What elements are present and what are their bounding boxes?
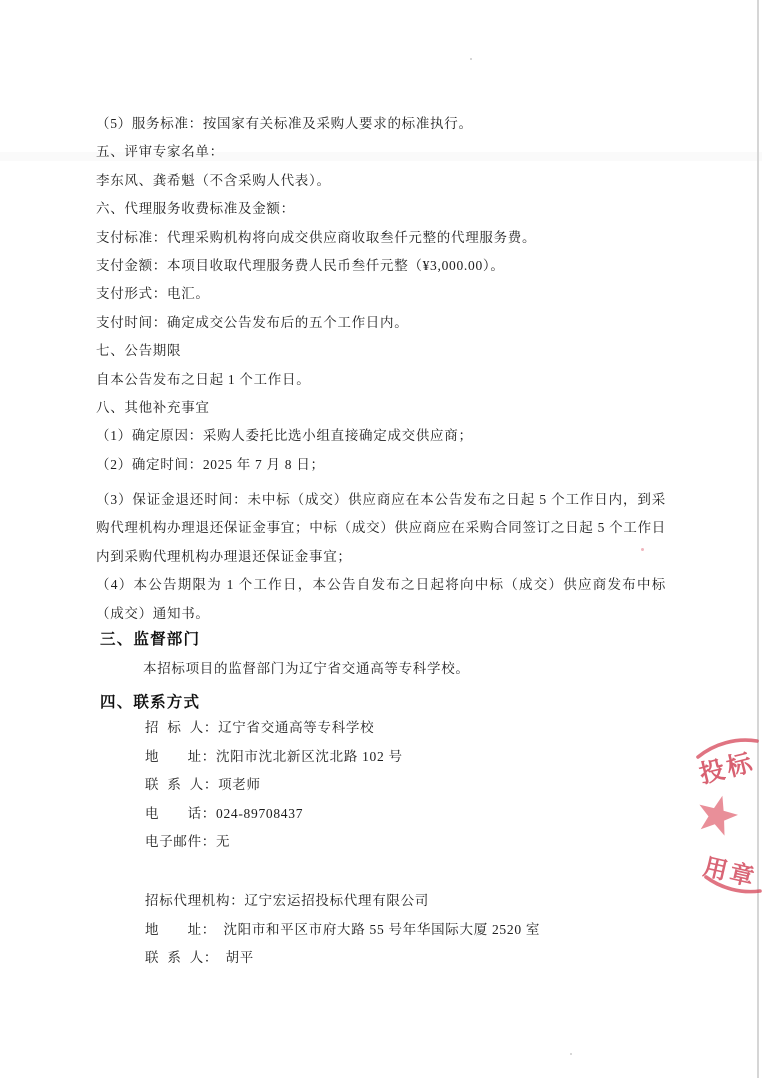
payment-amount: 支付金额：本项目收取代理服务费人民币叁仟元整（¥3,000.00）。	[96, 257, 505, 273]
payment-time: 支付时间：确定成交公告发布后的五个工作日内。	[96, 314, 409, 330]
payment-form: 支付形式：电汇。	[96, 286, 210, 302]
item-determine-reason: （1）确定原因：采购人委托比选小组直接确定成交供应商；	[96, 428, 473, 444]
contact-address-tenderer: 地 址：沈阳市沈北新区沈北路 102 号	[145, 748, 403, 764]
item-notice-line1: （4）本公告期限为 1 个工作日，本公告自发布之日起将向中标（成交）供应商发布中标	[96, 577, 666, 593]
contact-person-agency: 联 系 人： 胡平	[145, 950, 254, 966]
bid-seal	[660, 728, 762, 900]
seal-star-icon	[699, 796, 738, 836]
contact-agency: 招标代理机构：辽宁宏运招投标代理有限公司	[145, 893, 429, 909]
supervision-dept-text: 本招标项目的监督部门为辽宁省交通高等专科学校。	[143, 661, 470, 677]
line-service-standard: （5）服务标准：按国家有关标准及采购人要求的标准执行。	[96, 116, 473, 131]
heading-agency-fee: 六、代理服务收费标准及金额：	[96, 201, 295, 217]
seal-bottom-text: 用章	[700, 854, 760, 892]
contact-person-tenderer: 联 系 人：项老师	[145, 777, 261, 793]
heading-contact-info: 四、联系方式	[100, 694, 201, 712]
heading-supervision-dept: 三、监督部门	[100, 631, 201, 649]
payment-standard: 支付标准：代理采购机构将向成交供应商收取叁仟元整的代理服务费。	[96, 229, 537, 245]
contact-tenderer: 招 标 人：辽宁省交通高等专科学校	[145, 720, 375, 736]
expert-names: 李东风、龚希魁（不含采购人代表）。	[96, 172, 331, 188]
announcement-period-text: 自本公告发布之日起 1 个工作日。	[96, 371, 311, 387]
document-body	[96, 110, 666, 973]
item-deposit-refund-line1: （3）保证金退还时间：未中标（成交）供应商应在本公告发布之日起 5 个工作日内，到采	[96, 492, 666, 508]
seal-top-text: 投标	[696, 749, 758, 789]
contact-address-agency: 地 址： 沈阳市和平区市府大路 55 号年华国际大厦 2520 室	[145, 921, 541, 937]
heading-other-matters: 八、其他补充事宜	[96, 399, 210, 415]
scan-speck	[470, 58, 472, 60]
heading-announcement-period: 七、公告期限	[96, 343, 182, 359]
contact-phone-tenderer: 电 话：024-89708437	[145, 805, 304, 821]
scan-speck	[570, 1053, 572, 1055]
heading-expert-list: 五、评审专家名单：	[96, 144, 224, 160]
item-notice-line2: （成交）通知书。	[96, 605, 210, 621]
contact-email-tenderer: 电子邮件：无	[145, 833, 231, 849]
item-deposit-refund-line3: 内到采购代理机构办理退还保证金事宜；	[96, 548, 352, 564]
scan-edge-line	[757, 0, 759, 1078]
item-deposit-refund-line2: 购代理机构办理退还保证金事宜；中标（成交）供应商应在采购合同签订之日起 5 个工作日	[96, 520, 666, 536]
item-determine-time: （2）确定时间：2025 年 7 月 8 日；	[96, 456, 325, 472]
